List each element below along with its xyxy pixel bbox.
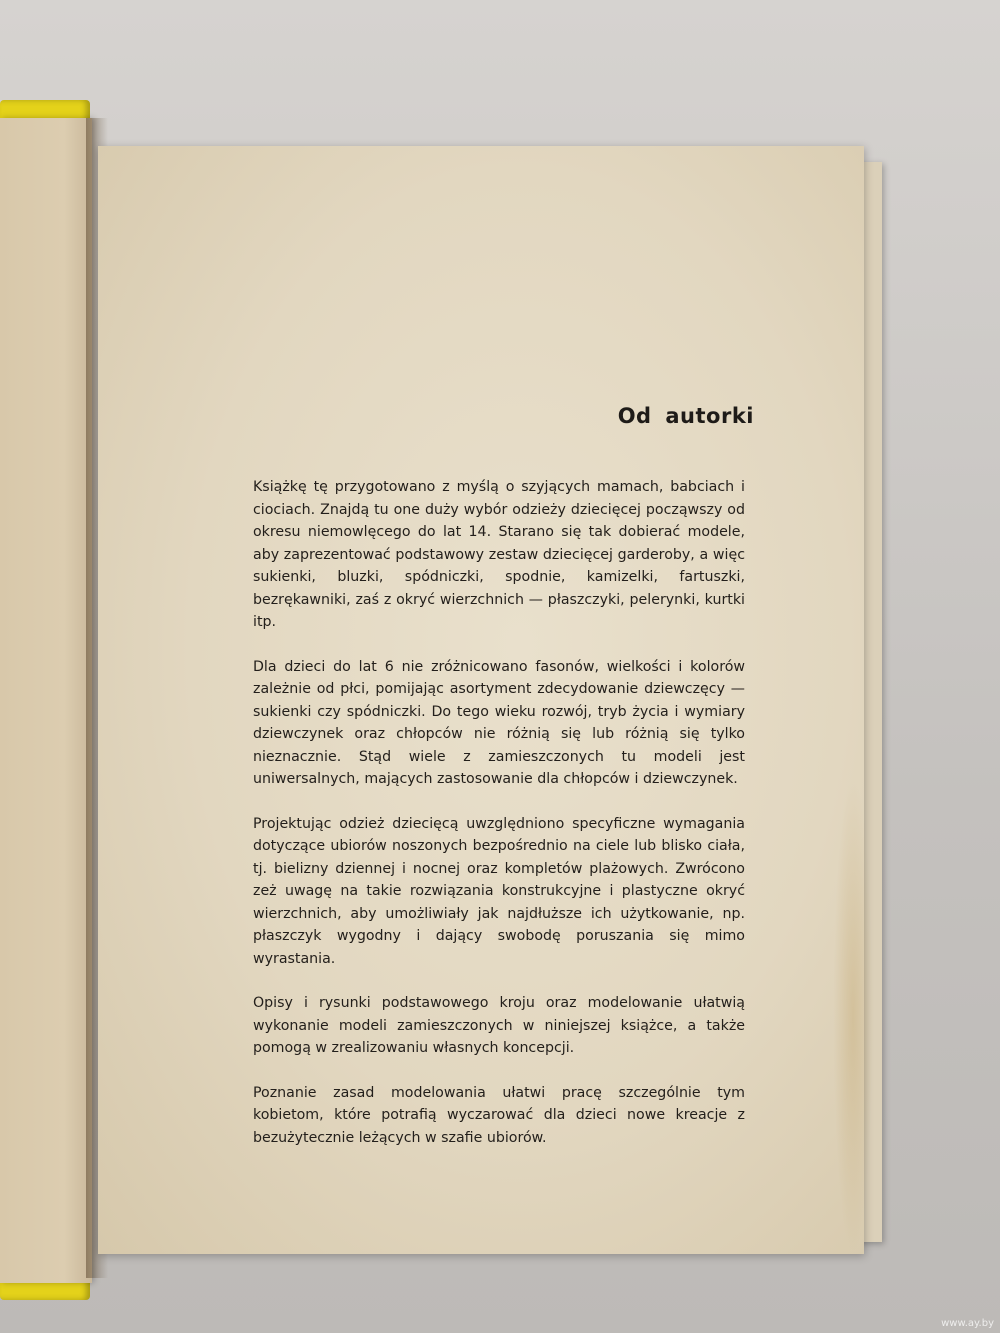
paragraph: Projektując odzież dziecięcą uwzględniono specyficzne wymagania dotyczące ubiorów noszonych bezpośrednio na ciele lub blisko ciała, tj. bielizny dziennej i nocnej oraz kompletów plażowych. Zwrócono zeż uwagę na takie rozwiązania konstrukcyjne i plastyczne okryć wierzchnich, aby umożliwiały jak najdłuższe ich użytkowanie, np. płaszczyk wygodny i dający swobodę poruszania się mimo wyrastania. bbox=[253, 815, 745, 967]
page-body bbox=[253, 476, 745, 1171]
left-page bbox=[0, 118, 92, 1283]
page-heading: Od autorki bbox=[617, 404, 754, 428]
paragraph: Dla dzieci do lat 6 nie zróżnicowano fasonów, wielkości i kolorów zależnie od płci, pomijając asortyment zdecydowanie dziewczęcy — sukienki czy spódniczki. Do tego wieku rozwój, tryb życia i wymiary dziewczynek oraz chłopców nie różnią się lub różnią się tylko nieznacznie. Stąd wiele z zamieszczonych tu modeli jest uniwersalnych, mających zastosowanie dla chłopców i dziewczynek. bbox=[253, 658, 745, 787]
watermark: www.ay.by bbox=[941, 1318, 994, 1329]
paper-stain bbox=[833, 776, 873, 1256]
paragraph: Książkę tę przygotowano z myślą o szyjących mamach, babciach i ciociach. Znajdą tu one duży wybór odzieży dziecięcej począwszy od okresu niemowlęcego do lat 14. Starano się tak dobierać modele, aby zaprezentować podstawowy zestaw dziecięcej garderoby, a więc sukienki, bluzki, spódniczki, spodnie, kamizelki, fartuszki, bezrękawniki, zaś z okryć wierzchnich — płaszczyki, pelerynki, kurtki itp. bbox=[253, 479, 745, 630]
right-page bbox=[98, 146, 864, 1254]
paragraph: Poznanie zasad modelowania ułatwi pracę szczególnie tym kobietom, które potrafią wyczarować dla dzieci nowe kreacje z bezużytecznie leżących w szafie ubiorów. bbox=[253, 1084, 745, 1146]
paragraph: Opisy i rysunki podstawowego kroju oraz modelowanie ułatwią wykonanie modeli zamieszczonych w niniejszej książce, a także pomogą w zrealizowaniu własnych koncepcji. bbox=[253, 995, 745, 1056]
